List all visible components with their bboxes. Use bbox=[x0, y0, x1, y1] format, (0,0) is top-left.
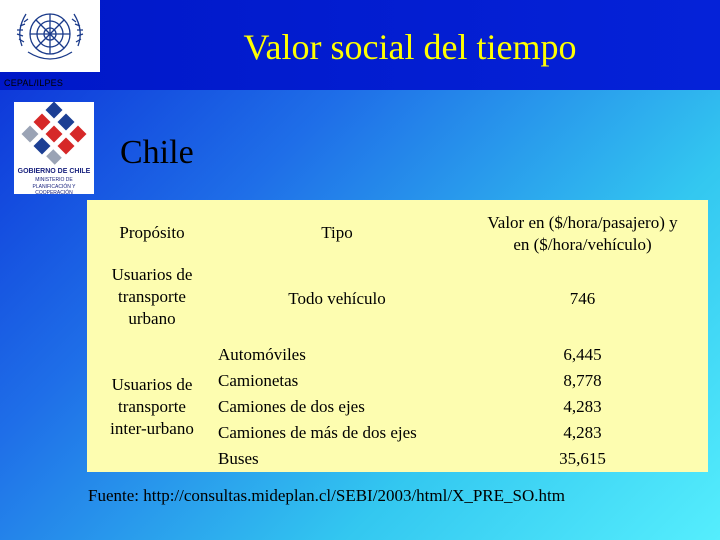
country-heading: Chile bbox=[120, 134, 194, 171]
header-valor-line2: en ($/hora/vehículo) bbox=[513, 235, 652, 254]
gobierno-emblem-icon bbox=[14, 102, 94, 166]
header-valor bbox=[457, 212, 708, 256]
proposito-line: transporte bbox=[118, 287, 186, 306]
proposito-line: Usuarios de bbox=[111, 265, 193, 284]
valor-item: 8,778 bbox=[563, 371, 602, 390]
row-urbano-valor: 746 bbox=[569, 289, 596, 308]
row-interurbano-valores bbox=[457, 342, 708, 472]
gobierno-de-chile-logo bbox=[14, 102, 94, 194]
tipo-item: Automóviles bbox=[218, 345, 306, 364]
proposito-line: Usuarios de bbox=[111, 375, 193, 394]
gobierno-line3: PLANIFICACIÓN Y COOPERACIÓN bbox=[32, 184, 76, 196]
row-urbano-tipo: Todo vehículo bbox=[288, 289, 386, 308]
proposito-line: inter-urbano bbox=[110, 419, 194, 438]
row-urbano-proposito bbox=[87, 264, 217, 330]
slide-title: Valor social del tiempo bbox=[243, 27, 577, 67]
tipo-item: Camionetas bbox=[218, 371, 299, 390]
un-emblem-icon bbox=[4, 2, 96, 70]
tipo-item: Camiones de dos ejes bbox=[218, 397, 365, 416]
valor-item: 4,283 bbox=[563, 397, 602, 416]
data-table bbox=[87, 200, 708, 472]
valor-item: 35,615 bbox=[559, 449, 606, 468]
org-label: CEPAL/ILPES bbox=[4, 78, 64, 88]
row-interurbano-tipos bbox=[217, 342, 458, 472]
header-proposito: Propósito bbox=[119, 223, 185, 242]
header-valor-line1: Valor en ($/hora/pasajero) y bbox=[487, 213, 678, 232]
tipo-item: Camiones de más de dos ejes bbox=[218, 423, 417, 442]
gobierno-line1: GOBIERNO DE CHILE bbox=[17, 168, 91, 175]
gobierno-line2: MINISTERIO DE bbox=[35, 177, 73, 183]
un-emblem-container bbox=[0, 0, 100, 72]
proposito-line: transporte bbox=[118, 397, 186, 416]
header-tipo: Tipo bbox=[321, 223, 353, 242]
tipo-item: Buses bbox=[218, 449, 259, 468]
proposito-line: urbano bbox=[128, 309, 176, 328]
valor-item: 4,283 bbox=[563, 423, 602, 442]
row-interurbano-proposito bbox=[87, 374, 217, 440]
source-note: Fuente: http://consultas.mideplan.cl/SEBI/2003/html/X_PRE_SO.htm bbox=[88, 486, 565, 505]
valor-item: 6,445 bbox=[563, 345, 602, 364]
